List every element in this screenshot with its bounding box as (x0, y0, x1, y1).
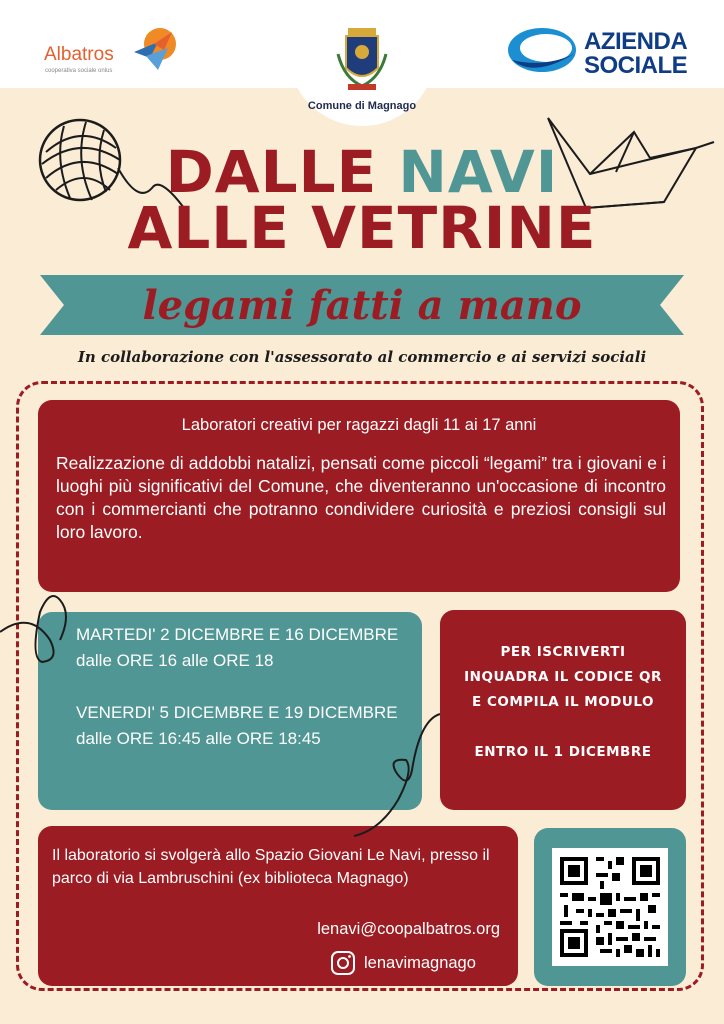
contact-email[interactable]: lenavi@coopalbatros.org (317, 920, 500, 938)
tuesday-days: MARTEDI' 2 DICEMBRE E 16 DICEMBRE (76, 625, 399, 644)
title-navi: NAVI (398, 138, 559, 206)
friday-time: dalle ORE 16:45 alle ORE 18:45 (76, 729, 321, 748)
location-place: Spazio Giovani Le Navi (254, 847, 422, 864)
registration-deadline: ENTRO IL 1 DICEMBRE (474, 744, 652, 760)
albatros-name: Albatros (44, 44, 114, 65)
title-line2: ALLE VETRINE (127, 194, 597, 262)
albatros-bird-icon (124, 22, 180, 78)
friday-days: VENERDI' 5 DICEMBRE E 19 DICEMBRE (76, 703, 398, 722)
registration-line2: INQUADRA IL CODICE QR (464, 669, 662, 685)
instagram-icon (330, 950, 356, 976)
azienda-swoosh-icon (504, 20, 580, 84)
qr-code[interactable] (552, 848, 668, 966)
registration-line1: PER ISCRIVERTI (500, 644, 626, 660)
albatros-logo (44, 22, 194, 82)
title-dalle: DALLE (165, 138, 399, 206)
tuesday-time: dalle ORE 16 alle ORE 18 (76, 651, 274, 670)
comune-logo (300, 24, 424, 112)
registration-text (440, 640, 686, 765)
instagram-contact[interactable] (330, 950, 476, 976)
collaboration-note: In collaborazione con l'assessorato al commercio e ai servizi sociali (77, 348, 647, 366)
registration-line3: E COMPILA IL MODULO (472, 694, 654, 710)
subtitle: legami fatti a mano (142, 282, 582, 329)
azienda-line2: SOCIALE (584, 52, 688, 79)
instagram-handle: lenavimagnago (364, 953, 476, 972)
magnago-crest-icon (300, 24, 424, 96)
dates-text (76, 622, 406, 752)
workshop-heading: Laboratori creativi per ragazzi dagli 11 ai 17 anni (181, 416, 537, 434)
albatros-subtitle: cooperativa sociale onlus (45, 68, 113, 74)
location-text-after: , presso il parco di via Lambruschini (ex biblioteca Magnago) (52, 847, 490, 887)
workshop-description: Realizzazione di addobbi natalizi, pensati come piccoli “legami” tra i giovani e i luoghi più significativi del Comune, che diventeranno un'occasione di incontro con i commercianti che potranno condividere curiosità e preziosi consigli sul loro lavoro. (56, 453, 666, 542)
comune-name: Comune di Magnago (307, 100, 417, 112)
azienda-sociale-logo (504, 20, 704, 84)
azienda-line1: AZIENDA (584, 28, 688, 55)
location-text (52, 844, 502, 890)
location-text-before: Il laboratorio si svolgerà allo (52, 847, 255, 864)
